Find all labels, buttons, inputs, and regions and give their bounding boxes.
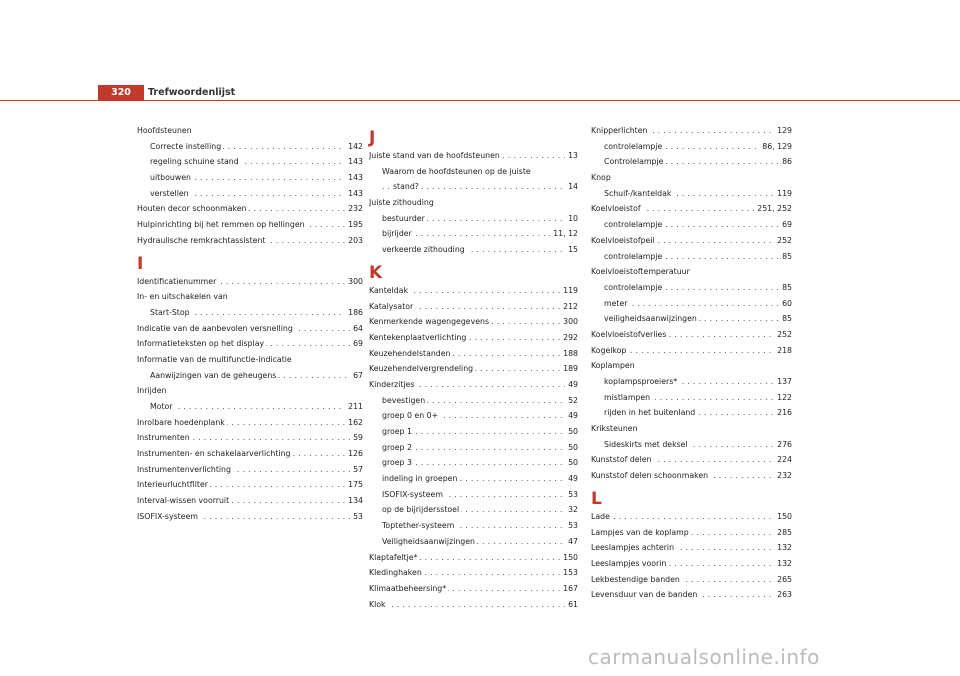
entry-page-number: 212 xyxy=(560,299,578,315)
entry-label: Koplampen xyxy=(591,361,635,371)
entry-label: Informatieteksten op het display xyxy=(137,339,265,349)
entry-label: Klok xyxy=(369,599,386,609)
entry-label: verstellen xyxy=(150,188,189,198)
entry-label: Inrolbare hoedenplank xyxy=(137,417,225,427)
entry-page-number: 50 xyxy=(565,455,578,471)
index-entry xyxy=(369,299,578,315)
entry-label: meter xyxy=(604,298,628,308)
entry-label: Instrumenten- en schakelaarverlichting xyxy=(137,449,291,459)
entry-page-number: 67 xyxy=(350,368,363,384)
index-letter-heading: K xyxy=(369,262,383,283)
index-entry xyxy=(137,446,363,462)
entry-label: ISOFIX-systeem xyxy=(382,489,443,499)
entry-label: Koelvloeistofverlies xyxy=(591,329,667,339)
index-entry xyxy=(591,327,792,343)
index-entry xyxy=(591,343,792,359)
entry-page-number: 85 xyxy=(779,280,792,296)
entry-page-number: 252 xyxy=(774,327,792,343)
entry-page-number: 85 xyxy=(779,311,792,327)
index-entry xyxy=(591,468,792,484)
entry-page-number: 150 xyxy=(560,550,578,566)
entry-label: bevestigen xyxy=(382,395,426,405)
entry-label: Leeslampjes achterin xyxy=(591,543,675,553)
index-entry xyxy=(591,249,792,265)
entry-page-number: 132 xyxy=(774,556,792,572)
index-entry xyxy=(369,314,578,330)
index-entry xyxy=(591,201,792,217)
entry-label: Koelvloeistof xyxy=(591,204,641,214)
entry-label: Lampjes van de koplamp xyxy=(591,527,689,537)
entry-label: Inrijden xyxy=(137,386,167,396)
index-entry xyxy=(591,374,792,390)
index-entry xyxy=(369,471,578,487)
index-entry xyxy=(369,565,578,581)
entry-page-number: 49 xyxy=(565,471,578,487)
entry-page-number: 86 xyxy=(779,154,792,170)
entry-page-number: 134 xyxy=(345,493,363,509)
index-entry xyxy=(369,502,578,518)
index-entry xyxy=(591,186,792,202)
entry-page-number: 129 xyxy=(774,123,792,139)
entry-page-number: 126 xyxy=(345,446,363,462)
index-entry xyxy=(137,289,363,305)
index-entry xyxy=(137,399,363,415)
index-entry xyxy=(369,195,578,211)
entry-page-number: 232 xyxy=(345,201,363,217)
index-entry xyxy=(369,361,578,377)
entry-page-number: 300 xyxy=(560,314,578,330)
index-entry xyxy=(137,305,363,321)
entry-page-number: 153 xyxy=(560,565,578,581)
entry-label: koplampsproeiers* xyxy=(604,377,678,386)
entry-label: Veiligheidsaanwijzingen xyxy=(382,536,475,546)
entry-page-number: 11, 12 xyxy=(550,226,578,242)
index-entry xyxy=(137,321,363,337)
index-entry xyxy=(591,437,792,453)
entry-label: Lekbestendige banden xyxy=(591,574,680,584)
entry-label: Identificatienummer xyxy=(137,276,217,286)
index-entry xyxy=(591,358,792,374)
entry-label: bestuurder xyxy=(382,213,425,223)
entry-label: Interval-wissen voorruit xyxy=(137,496,230,506)
index-entry xyxy=(591,311,792,327)
entry-page-number: 15 xyxy=(565,242,578,258)
entry-page-number: 61 xyxy=(565,597,578,613)
index-entry xyxy=(137,186,363,202)
entry-label: Klaptafeltje* xyxy=(369,552,418,562)
entry-label: controlelampje xyxy=(604,282,663,292)
index-entry xyxy=(137,509,363,525)
entry-page-number: 53 xyxy=(565,518,578,534)
entry-label: rijden in het buitenland xyxy=(604,408,696,418)
entry-label: groep 1 xyxy=(382,427,412,436)
entry-label: op de bijrijdersstoel xyxy=(382,505,460,515)
entry-page-number: 167 xyxy=(560,581,578,597)
entry-page-number: 50 xyxy=(565,440,578,456)
index-entry xyxy=(137,233,363,249)
watermark: carmanualsonline.info xyxy=(588,645,820,669)
entry-label: Keuzehendelstanden xyxy=(369,348,451,358)
entry-page-number: 69 xyxy=(779,217,792,233)
entry-label: Hydraulische remkrachtassistent xyxy=(137,235,266,245)
entry-label: Sideskirts met deksel xyxy=(604,439,688,449)
entry-page-number: 251, 252 xyxy=(754,201,792,217)
entry-page-number: 57 xyxy=(350,462,363,478)
entry-label: Keuzehendelvergrendeling xyxy=(369,364,474,374)
entry-page-number: 132 xyxy=(774,540,792,556)
index-entry xyxy=(591,509,792,525)
entry-label: Kogelkop xyxy=(591,345,627,355)
index-entry xyxy=(591,587,792,603)
entry-label: Knop xyxy=(591,173,611,183)
index-entry xyxy=(591,452,792,468)
index-entry xyxy=(369,330,578,346)
entry-label: Start-Stop xyxy=(150,307,190,317)
entry-label: Kenmerkende wagengegevens xyxy=(369,317,490,327)
entry-page-number: 300 xyxy=(345,274,363,290)
entry-page-number: 143 xyxy=(345,186,363,202)
index-entry xyxy=(591,123,792,139)
index-entry xyxy=(591,280,792,296)
index-entry xyxy=(591,572,792,588)
entry-page-number: 119 xyxy=(560,283,578,299)
entry-page-number: 142 xyxy=(345,139,363,155)
index-letter-heading: J xyxy=(369,128,376,148)
index-letter-heading: I xyxy=(137,253,144,274)
entry-label: regeling schuine stand xyxy=(150,157,239,167)
entry-label: Toptether-systeem xyxy=(382,521,455,531)
entry-page-number: 32 xyxy=(565,502,578,518)
index-entry xyxy=(137,383,363,399)
entry-label: Correcte instelling xyxy=(150,141,222,151)
index-entry xyxy=(137,352,363,368)
entry-label: indeling in groepen xyxy=(382,474,458,484)
index-entry xyxy=(591,556,792,572)
index-column-3 xyxy=(591,123,792,603)
index-entry xyxy=(137,462,363,478)
entry-label: groep 0 en 0+ xyxy=(382,411,439,421)
index-column-1 xyxy=(137,123,363,525)
entry-label: stand? xyxy=(393,182,419,192)
entry-label: Motor xyxy=(150,402,173,411)
entry-page-number: 218 xyxy=(774,343,792,359)
entry-label: Hulpinrichting bij het remmen op hellingen xyxy=(137,220,305,230)
index-entry xyxy=(137,139,363,155)
entry-label: bijrijder xyxy=(382,229,412,239)
entry-page-number: 150 xyxy=(774,509,792,525)
entry-page-number: 224 xyxy=(774,452,792,468)
entry-label: Informatie van de multifunctie-indicatie xyxy=(137,354,292,364)
index-entry xyxy=(591,421,792,437)
entry-page-number: 122 xyxy=(774,390,792,406)
entry-page-number: 285 xyxy=(774,525,792,541)
entry-page-number: 143 xyxy=(345,154,363,170)
entry-page-number: 263 xyxy=(774,587,792,603)
entry-page-number: 64 xyxy=(350,321,363,337)
index-entry xyxy=(369,179,578,195)
entry-page-number: 252 xyxy=(774,233,792,249)
entry-label: In- en uitschakelen van xyxy=(137,292,228,302)
entry-page-number: 195 xyxy=(345,217,363,233)
entry-page-number: 189 xyxy=(560,361,578,377)
entry-label: Kriksteunen xyxy=(591,424,638,434)
index-entry xyxy=(137,154,363,170)
index-entry xyxy=(591,540,792,556)
index-entry xyxy=(591,170,792,186)
entry-page-number: 265 xyxy=(774,572,792,588)
entry-page-number: 175 xyxy=(345,477,363,493)
index-entry xyxy=(591,154,792,170)
header-band xyxy=(0,85,960,101)
index-entry xyxy=(369,148,578,164)
entry-label: Lade xyxy=(591,511,610,521)
page-title: Trefwoordenlijst xyxy=(148,87,236,98)
entry-page-number: 162 xyxy=(345,415,363,431)
index-entry xyxy=(137,170,363,186)
index-entry xyxy=(369,487,578,503)
entry-page-number: 143 xyxy=(345,170,363,186)
index-entry xyxy=(591,264,792,280)
entry-page-number: 49 xyxy=(565,408,578,424)
entry-page-number: 203 xyxy=(345,233,363,249)
entry-label: Instrumentenverlichting xyxy=(137,464,231,474)
index-entry xyxy=(369,440,578,456)
entry-label: groep 3 xyxy=(382,458,412,468)
entry-page-number: 137 xyxy=(774,374,792,390)
entry-page-number: 52 xyxy=(565,393,578,409)
entry-page-number: 50 xyxy=(565,424,578,440)
entry-label: Juiste zithouding xyxy=(369,198,434,208)
index-entry xyxy=(369,455,578,471)
entry-label: Koelvloeistofpeil xyxy=(591,235,655,245)
index-entry xyxy=(137,201,363,217)
entry-page-number: 188 xyxy=(560,346,578,362)
index-entry xyxy=(369,393,578,409)
index-letter-heading: L xyxy=(591,488,602,509)
index-entry xyxy=(369,518,578,534)
entry-label: groep 2 xyxy=(382,442,412,452)
entry-label: Aanwijzingen van de geheugens xyxy=(150,370,277,380)
entry-page-number: 10 xyxy=(565,211,578,227)
index-entry xyxy=(137,368,363,384)
index-entry xyxy=(591,525,792,541)
entry-label: Kunststof delen schoonmaken xyxy=(591,471,709,481)
index-entry xyxy=(369,211,578,227)
entry-label: Koelvloeistoftemperatuur xyxy=(591,267,690,277)
entry-label: Kinderzitjes xyxy=(369,379,415,389)
entry-page-number: 60 xyxy=(779,296,792,312)
entry-page-number: 211 xyxy=(345,399,363,415)
entry-label: Kunststof delen xyxy=(591,455,652,465)
index-entry xyxy=(591,390,792,406)
entry-label: Levensduur van de banden xyxy=(591,590,698,600)
index-entry xyxy=(369,283,578,299)
index-entry xyxy=(369,424,578,440)
entry-page-number: 53 xyxy=(350,509,363,525)
entry-page-number: 232 xyxy=(774,468,792,484)
index-entry xyxy=(591,296,792,312)
index-entry xyxy=(369,534,578,550)
entry-page-number: 14 xyxy=(565,179,578,195)
index-entry xyxy=(591,405,792,421)
index-entry xyxy=(137,430,363,446)
entry-label: Knipperlichten xyxy=(591,126,648,135)
entry-label: controlelampje xyxy=(604,251,663,261)
index-entry xyxy=(591,217,792,233)
entry-page-number: 13 xyxy=(565,148,578,164)
entry-page-number: 292 xyxy=(560,330,578,346)
entry-page-number: 276 xyxy=(774,437,792,453)
entry-page-number: 216 xyxy=(774,405,792,421)
index-column-2 xyxy=(369,123,578,612)
entry-label: Kentekenplaatverlichting xyxy=(369,332,467,342)
index-entry xyxy=(591,233,792,249)
entry-label: Leeslampjes voorin xyxy=(591,558,667,568)
entry-page-number: 86, 129 xyxy=(759,139,792,155)
entry-label: Houten decor schoonmaken xyxy=(137,204,247,214)
index-entry xyxy=(369,164,578,180)
index-entry xyxy=(369,408,578,424)
index-entry xyxy=(369,346,578,362)
entry-page-number: 85 xyxy=(779,249,792,265)
entry-page-number: 119 xyxy=(774,186,792,202)
index-entry xyxy=(137,415,363,431)
entry-label: Klimaatbeheersing* xyxy=(369,583,447,593)
entry-label: Kledinghaken xyxy=(369,568,422,578)
index-entry xyxy=(369,597,578,613)
entry-label: Katalysator xyxy=(369,301,414,311)
index-entry xyxy=(369,226,578,242)
entry-label: Juiste stand van de hoofdsteunen xyxy=(369,151,500,160)
entry-label: Schuif-/kanteldak xyxy=(604,188,672,198)
entry-label: controlelampje xyxy=(604,141,663,151)
index-entry xyxy=(137,336,363,352)
entry-label: Kanteldak xyxy=(369,285,408,295)
entry-label: Hoofdsteunen xyxy=(137,126,192,135)
index-entry xyxy=(137,123,363,139)
entry-page-number: 186 xyxy=(345,305,363,321)
index-entry xyxy=(137,477,363,493)
index-entry xyxy=(369,581,578,597)
entry-label: controlelampje xyxy=(604,220,663,230)
index-entry xyxy=(369,242,578,258)
entry-label: veiligheidsaanwijzingen xyxy=(604,314,697,324)
index-entry xyxy=(137,274,363,290)
entry-label: Controlelampje xyxy=(604,157,664,167)
index-entry xyxy=(137,217,363,233)
page-number: 320 xyxy=(98,85,144,100)
entry-label: uitbouwen xyxy=(150,173,191,183)
entry-label: Waarom de hoofdsteunen op de juiste xyxy=(382,166,531,176)
entry-page-number: 53 xyxy=(565,487,578,503)
entry-label: Instrumenten xyxy=(137,433,190,443)
entry-label: Indicatie van de aanbevolen versnelling xyxy=(137,323,293,333)
entry-page-number: 47 xyxy=(565,534,578,550)
entry-label: Interieurluchtfilter xyxy=(137,480,208,490)
entry-page-number: 69 xyxy=(350,336,363,352)
index-entry xyxy=(369,550,578,566)
entry-label: verkeerde zithouding xyxy=(382,245,465,255)
entry-label: ISOFIX-systeem xyxy=(137,511,198,521)
index-entry xyxy=(137,493,363,509)
index-entry xyxy=(591,139,792,155)
index-entry xyxy=(369,377,578,393)
entry-label: mistlampen xyxy=(604,392,651,402)
entry-page-number: 59 xyxy=(350,430,363,446)
entry-page-number: 49 xyxy=(565,377,578,393)
